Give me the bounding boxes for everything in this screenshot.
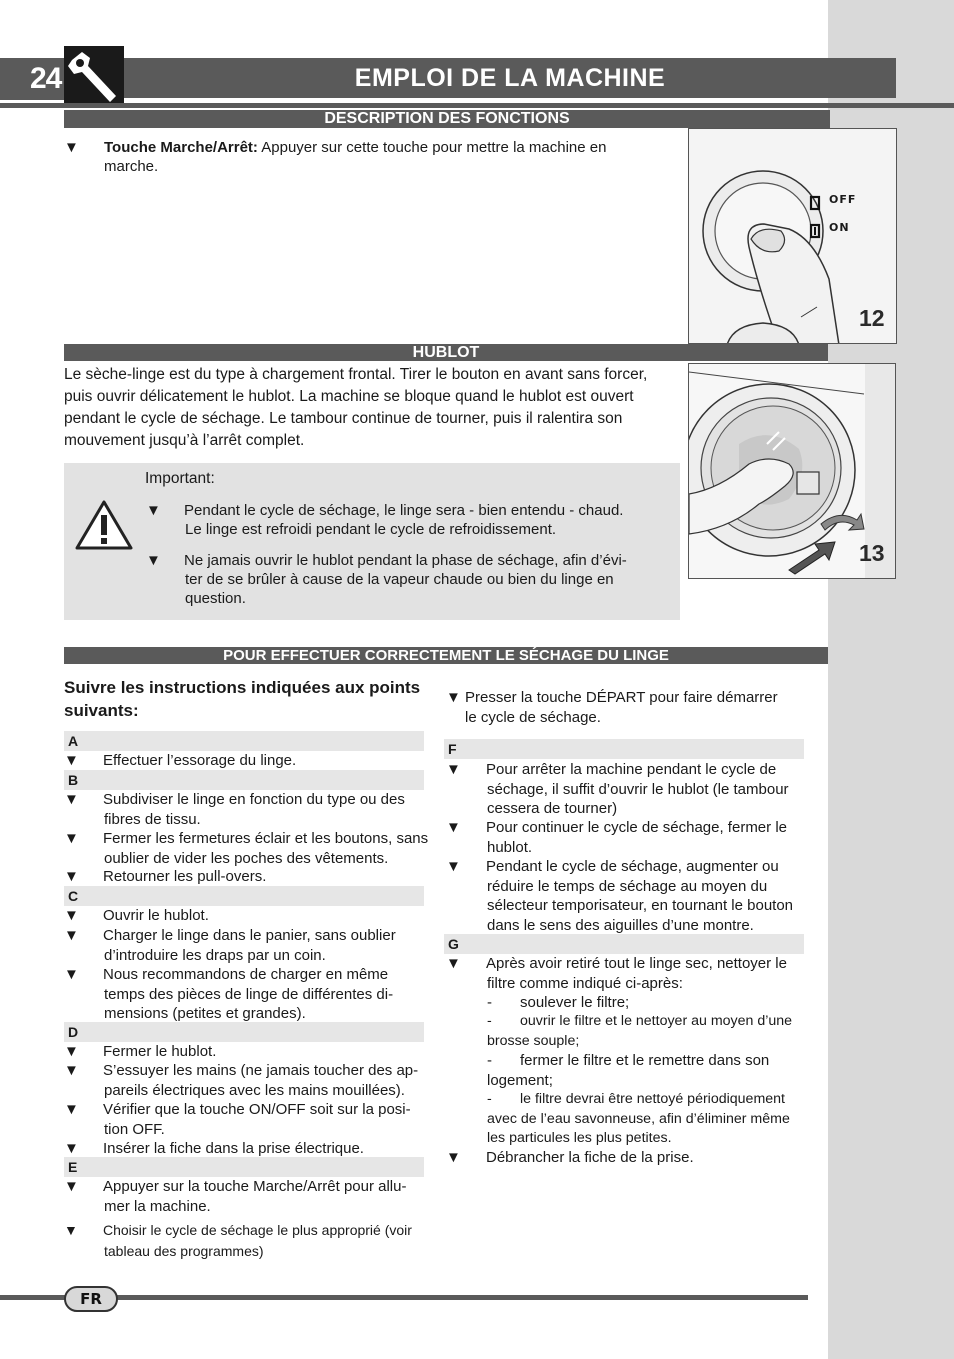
instruction-line: mer la machine. — [104, 1197, 211, 1215]
header-rule — [0, 103, 954, 108]
sub-instruction-line: logement; — [487, 1071, 553, 1089]
instruction-line: Retourner les pull-overs. — [103, 868, 267, 885]
instruction-line: séchage, il suffit d’ouvrir le hublot (le tambour — [487, 780, 789, 798]
bullet-icon: ▼ — [64, 927, 79, 944]
instruction-line: pareils électriques avec les mains mouillées). — [104, 1081, 405, 1099]
dash-marker: - — [487, 1091, 492, 1107]
instruction-line: Effectuer l’essorage du linge. — [103, 752, 297, 769]
instruction-line: tableau des programmes) — [104, 1243, 264, 1259]
instruction-line: d’introduire les draps par un coin. — [104, 946, 326, 964]
figure-number-12: 12 — [859, 305, 885, 331]
bullet-icon: ▼ — [64, 1062, 79, 1079]
bullet-icon: ▼ — [446, 819, 461, 836]
footer-rule — [0, 1295, 808, 1300]
instruction-line: le cycle de séchage. — [465, 708, 601, 726]
instruction-line: Subdiviser le linge en fonction du type ou des — [103, 791, 405, 808]
figure-12 — [688, 128, 897, 344]
instruction-line: cessera de tourner) — [487, 800, 618, 817]
instruction-line: Nous recommandons de charger en même — [103, 966, 389, 983]
touche-text-1: Appuyer sur cette touche pour mettre la machine en — [261, 139, 607, 156]
important-label: Important: — [145, 470, 215, 487]
instruction-line: hublot. — [487, 838, 533, 856]
instruction-line: filtre comme indiqué ci-après: — [487, 974, 683, 992]
figure-number-13: 13 — [859, 540, 885, 566]
instruction-line: dans le sens des aiguilles d’une montre. — [487, 916, 754, 934]
instruction-line: Débrancher la fiche de la prise. — [486, 1149, 694, 1166]
step-letter-bar: A — [64, 731, 424, 751]
section-title-sechage: POUR EFFECTUER CORRECTEMENT LE SÉCHAGE DU LINGE — [64, 647, 828, 664]
dash-marker: - — [487, 1013, 492, 1029]
bullet-icon: ▼ — [64, 1043, 79, 1060]
page-title: EMPLOI DE LA MACHINE — [124, 58, 896, 98]
bullet-icon: ▼ — [446, 955, 461, 972]
instruction-line: Fermer le hublot. — [103, 1043, 217, 1060]
instruction-line: Pour continuer le cycle de séchage, fermer le — [486, 819, 787, 836]
wrench-icon — [64, 46, 124, 104]
bullet-icon: ▼ — [446, 761, 461, 778]
off-label: OFF — [829, 193, 857, 206]
instruction-line: Vérifier que la touche ON/OFF soit sur la posi- — [103, 1101, 411, 1118]
dash-marker: - — [487, 994, 492, 1011]
instruction-line: mensions (petites et grandes). — [104, 1005, 306, 1022]
step-letter-bar: B — [64, 770, 424, 790]
bullet-icon: ▼ — [64, 752, 79, 769]
bullet-icon: ▼ — [446, 858, 461, 875]
sub-instruction-line: avec de l’eau savonneuse, afin d’éliminer même — [487, 1110, 790, 1127]
instruction-line: Pour arrêter la machine pendant le cycle de — [486, 761, 777, 778]
instruction-line: Fermer les fermetures éclair et les boutons, sans — [103, 830, 429, 847]
section-title-description: DESCRIPTION DES FONCTIONS — [64, 110, 830, 128]
bullet-icon: ▼ — [146, 502, 161, 519]
important-box: Important: ▼ Pendant le cycle de séchage, le linge sera - bien entendu - chaud. Le linge est refroidi pendant le cycle de refroidissement. ▼ Ne jamais ouvrir le hublot pendant la phase de séchage, afin d’évi- ter de se brûler à cause de la vapeur chaude ou bien du linge en question. — [64, 463, 680, 620]
warning-icon — [74, 499, 134, 551]
on-label: ON — [829, 221, 850, 234]
hublot-line: Le sèche-linge est du type à chargement frontal. Tirer le bouton en avant sans forcer, — [64, 366, 648, 383]
dash-marker: - — [487, 1052, 492, 1069]
touche-text-2: marche. — [104, 158, 159, 175]
instruction-line: Pendant le cycle de séchage, augmenter ou — [486, 858, 779, 875]
hublot-paragraph — [64, 364, 668, 452]
instruction-line: temps des pièces de linge de différentes di- — [104, 985, 394, 1003]
bullet-icon: ▼ — [146, 552, 161, 569]
instruction-line: S’essuyer les mains (ne jamais toucher des ap- — [103, 1062, 419, 1079]
hublot-line: pendant le cycle de séchage. Le tambour continue de tourner, puis il ralentira son — [64, 410, 623, 427]
sub-instruction-line: les particules les plus petites. — [487, 1130, 672, 1146]
sub-instruction-line: ouvrir le filtre et le nettoyer au moyen d’une — [520, 1013, 793, 1029]
bullet-icon: ▼ — [446, 1149, 461, 1166]
bullet-icon: ▼ — [64, 1140, 79, 1157]
instruction-line: Insérer la fiche dans la prise électrique. — [103, 1140, 364, 1157]
figure-13 — [688, 363, 896, 579]
bullet-icon: ▼ — [446, 689, 461, 706]
hublot-line: puis ouvrir délicatement le hublot. La machine se bloque quand le hublot est ouvert — [64, 388, 634, 405]
instruction-line: fibres de tissu. — [104, 810, 201, 828]
instruction-line: oublier de vider les poches des vêtements. — [104, 849, 389, 867]
sub-instruction-line: brosse souple; — [487, 1032, 580, 1049]
instruction-line: Ouvrir le hublot. — [103, 907, 209, 924]
bullet-icon: ▼ — [64, 1101, 79, 1118]
instruction-line: sélecteur temporisateur, en tournant le bouton — [487, 897, 794, 914]
instruction-line: Après avoir retiré tout le linge sec, nettoyer le — [486, 955, 787, 972]
sub-instruction-line: fermer le filtre et le remettre dans son — [520, 1052, 770, 1069]
instruction-line: Appuyer sur la touche Marche/Arrêt pour allu- — [103, 1178, 407, 1195]
language-badge: FR — [64, 1286, 118, 1312]
bullet-icon: ▼ — [64, 868, 79, 885]
instruction-line: tion OFF. — [104, 1120, 165, 1138]
section-title-hublot: HUBLOT — [64, 344, 828, 361]
instruction-line: réduire le temps de séchage au moyen du — [487, 877, 768, 895]
bullet-icon: ▼ — [64, 907, 79, 924]
sechage-intro: Suivre les instructions indiquées aux points suivants: — [64, 678, 421, 720]
bullet-icon: ▼ — [64, 966, 79, 983]
step-letter-bar: D — [64, 1022, 424, 1042]
step-letter-bar: E — [64, 1157, 424, 1177]
instruction-line: Choisir le cycle de séchage le plus approprié (voir — [103, 1222, 412, 1238]
sub-instruction-line: le filtre devrai être nettoyé périodiquement — [520, 1091, 785, 1107]
step-letter-bar: G — [444, 934, 804, 954]
step-letter-bar: F — [444, 739, 804, 759]
page-number: 24 — [0, 58, 64, 100]
bullet-icon: ▼ — [64, 791, 79, 808]
instruction-line: Presser la touche DÉPART pour faire démarrer — [465, 689, 778, 706]
step-letter-bar: C — [64, 886, 424, 906]
bullet-icon: ▼ — [64, 830, 79, 847]
touche-label: Touche Marche/Arrêt: — [104, 139, 258, 156]
bullet-icon: ▼ — [64, 139, 79, 156]
bullet-icon: ▼ — [64, 1222, 78, 1238]
sub-instruction-line: soulever le filtre; — [520, 994, 630, 1011]
bullet-icon: ▼ — [64, 1178, 79, 1195]
hublot-line: mouvement jusqu’à l’arrêt complet. — [64, 432, 305, 449]
instruction-line: Charger le linge dans le panier, sans oublier — [103, 927, 396, 944]
